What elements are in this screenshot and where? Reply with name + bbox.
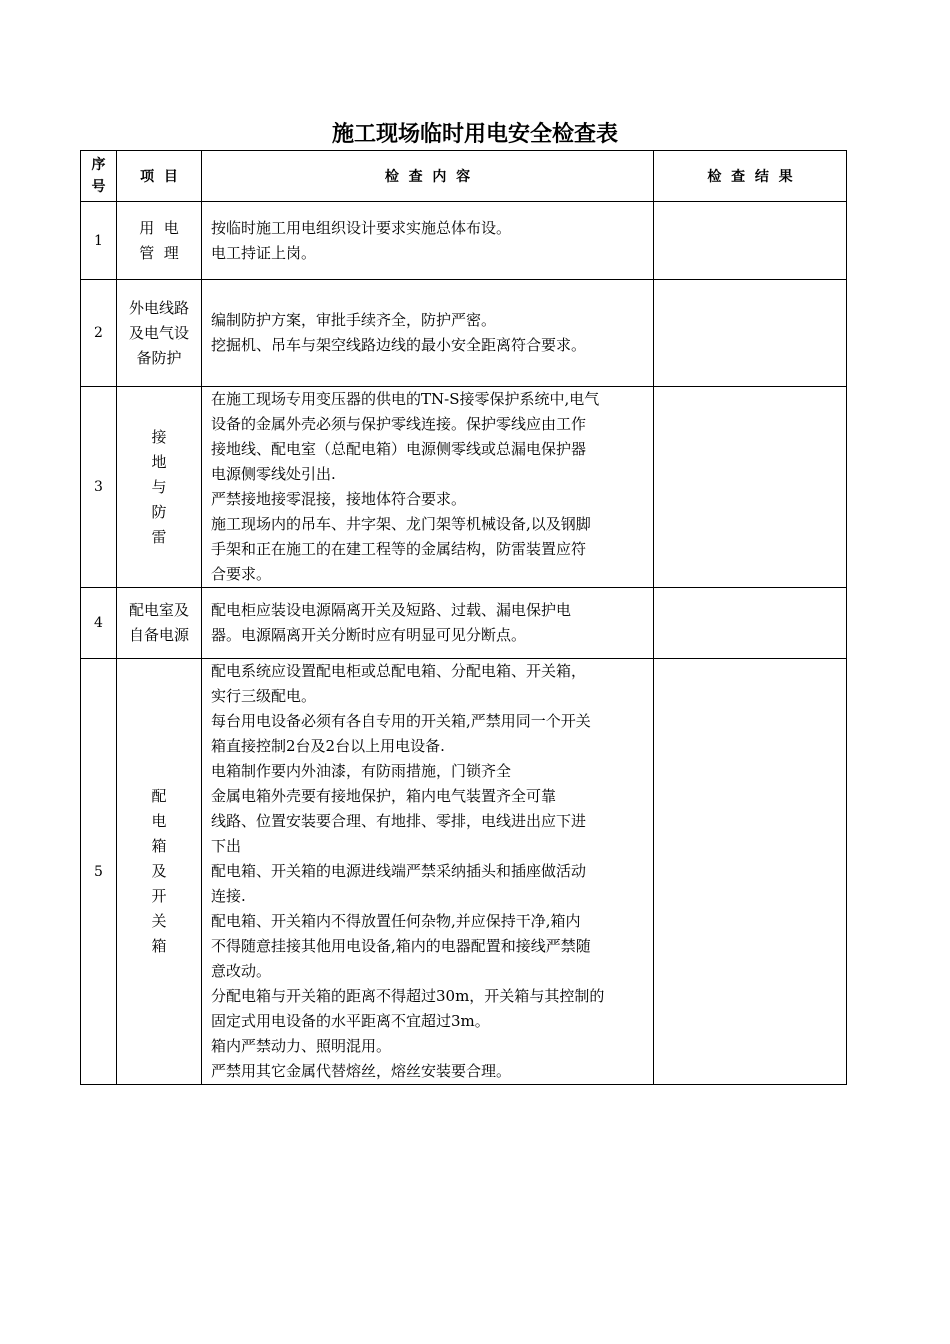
row-item-line: 配 (151, 787, 167, 805)
row-result-cell[interactable] (654, 387, 847, 588)
inspection-table (80, 150, 847, 1085)
row-item-line: 备防护 (136, 348, 182, 367)
table-row (81, 659, 847, 1085)
table-row (81, 280, 847, 387)
row-item (117, 202, 202, 280)
header-item: 项 目 (117, 151, 202, 202)
table-row (81, 588, 847, 659)
row-content-line: 固定式用电设备的水平距离不宜超过3m。 (211, 1012, 490, 1030)
row-content (202, 659, 654, 1085)
row-item-line: 自备电源 (128, 626, 189, 644)
header-seq-line1: 序 (91, 157, 106, 173)
row-item-line: 箱 (151, 837, 167, 855)
row-item-line: 管 理 (139, 243, 179, 262)
row-content (202, 280, 654, 387)
table-row (81, 202, 847, 280)
row-result-cell[interactable] (654, 659, 847, 1085)
row-content-line: 器。电源隔离开关分断时应有明显可见分断点。 (211, 626, 527, 644)
row-item-line: 接 (151, 427, 167, 446)
row-content-line: 实行三级配电。 (211, 687, 317, 705)
row-item-line: 关 (151, 912, 167, 930)
table-row (81, 387, 847, 588)
row-item-line: 雷 (151, 527, 167, 546)
row-content-line: 严禁用其它金属代替熔丝，熔丝安装要合理。 (211, 1062, 512, 1080)
header-seq-line2: 号 (91, 179, 106, 195)
row-content-line: 连接. (211, 887, 246, 905)
row-content-line: 合要求。 (211, 565, 272, 583)
row-result-cell[interactable] (654, 588, 847, 659)
row-item-line: 用 电 (139, 218, 179, 237)
row-content-line: 施工现场内的吊车、井字架、龙门架等机械设备,以及钢脚 (211, 515, 591, 533)
row-content-line: 箱内严禁动力、照明混用。 (211, 1037, 392, 1055)
row-content-line: 分配电箱与开关箱的距离不得超过30m，开关箱与其控制的 (211, 987, 605, 1005)
row-item-line: 外电线路 (128, 298, 189, 317)
row-result-cell[interactable] (654, 280, 847, 387)
header-seq (81, 151, 117, 202)
row-item-line: 及电气设 (128, 323, 189, 342)
row-content-line: 挖掘机、吊车与架空线路边线的最小安全距离符合要求。 (211, 336, 587, 354)
row-seq: 1 (81, 202, 117, 280)
row-seq: 2 (81, 280, 117, 387)
row-item (117, 588, 202, 659)
row-content (202, 387, 654, 588)
row-item-line: 及 (151, 862, 167, 880)
row-content-line: 不得随意挂接其他用电设备,箱内的电器配置和接线严禁随 (211, 937, 591, 955)
header-content: 检 查 内 容 (202, 151, 654, 202)
row-content-line: 箱直接控制2台及2台以上用电设备. (211, 737, 445, 755)
row-content-line: 电源侧零线处引出. (211, 465, 336, 483)
row-content-line: 意改动。 (211, 962, 272, 980)
row-item-line: 电 (151, 812, 167, 830)
row-content-line: 每台用电设备必须有各自专用的开关箱,严禁用同一个开关 (211, 712, 591, 730)
row-item-line: 开 (151, 887, 167, 905)
row-content-line: 配电箱、开关箱内不得放置任何杂物,并应保持干净,箱内 (211, 912, 581, 930)
table-body (81, 202, 847, 1085)
row-content-line: 下出 (211, 837, 242, 855)
row-content-line: 金属电箱外壳要有接地保护，箱内电气装置齐全可靠 (211, 787, 557, 805)
row-content-line: 线路、位置安装要合理、有地排、零排，电线进出应下进 (211, 812, 587, 830)
row-content (202, 202, 654, 280)
row-content (202, 588, 654, 659)
row-content-line: 编制防护方案，审批手续齐全，防护严密。 (211, 311, 497, 329)
row-content-line: 接地线、配电室（总配电箱）电源侧零线或总漏电保护器 (211, 440, 587, 458)
row-item-line: 地 (151, 452, 167, 471)
row-content-line: 配电箱、开关箱的电源进线端严禁采纳插头和插座做活动 (211, 862, 587, 880)
page-title: 施工现场临时用电安全检查表 (331, 122, 618, 147)
row-item (117, 387, 202, 588)
row-seq: 5 (81, 659, 117, 1085)
row-content-line: 电箱制作要内外油漆，有防雨措施，门锁齐全 (211, 762, 512, 780)
row-item (117, 659, 202, 1085)
row-content-line: 配电系统应设置配电柜或总配电箱、分配电箱、开关箱， (211, 662, 587, 680)
row-result-cell[interactable] (654, 202, 847, 280)
header-row (81, 151, 847, 202)
row-content-line: 严禁接地接零混接，接地体符合要求。 (211, 490, 467, 508)
row-item-line: 与 (151, 477, 167, 496)
row-item-line: 箱 (151, 937, 167, 955)
row-item-line: 配电室及 (128, 601, 189, 619)
row-item (117, 280, 202, 387)
row-seq: 3 (81, 387, 117, 588)
row-item-line: 防 (151, 502, 167, 521)
row-content-line: 配电柜应装设电源隔离开关及短路、过载、漏电保护电 (211, 601, 572, 619)
row-content-line: 按临时施工用电组织设计要求实施总体布设。 (211, 218, 512, 237)
row-content-line: 手架和正在施工的在建工程等的金属结构，防雷装置应符 (211, 540, 587, 558)
row-seq: 4 (81, 588, 117, 659)
row-content-line: 设备的金属外壳必须与保护零线连接。保护零线应由工作 (211, 415, 587, 433)
row-content-line: 电工持证上岗。 (211, 243, 317, 262)
header-result: 检 查 结 果 (654, 151, 847, 202)
row-content-line: 在施工现场专用变压器的供电的TN-S接零保护系统中,电气 (211, 390, 600, 408)
